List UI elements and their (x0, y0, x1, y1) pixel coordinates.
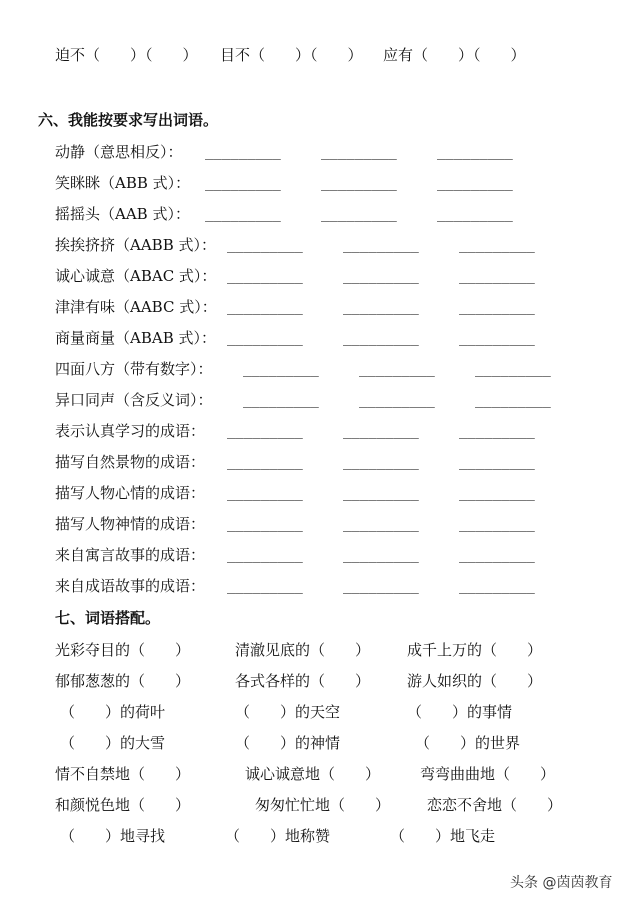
fill-item: 应有（ ）（ ） (383, 46, 526, 64)
section6-row (55, 390, 615, 410)
match-item: （ ）的神情 (235, 734, 341, 752)
answer-blank[interactable]: _________ (243, 392, 319, 408)
answer-blank[interactable]: _________ (227, 330, 303, 346)
section6-row (55, 297, 615, 317)
row-label: 描写人物神情的成语： (55, 515, 206, 533)
section6-row (55, 483, 615, 503)
fill-item: 目不（ ）（ ） (220, 46, 363, 64)
answer-blank[interactable]: _________ (343, 268, 419, 284)
answer-blank[interactable]: _________ (459, 516, 535, 532)
answer-blank[interactable]: _________ (205, 175, 281, 191)
section6-row (55, 204, 615, 224)
answer-blank[interactable]: _________ (205, 144, 281, 160)
match-item: （ ）的事情 (407, 703, 513, 721)
section6-row (55, 142, 615, 162)
answer-blank[interactable]: _________ (227, 268, 303, 284)
row-label: 描写自然景物的成语： (55, 453, 206, 471)
match-item: （ ）地称赞 (225, 827, 331, 845)
answer-blank[interactable]: _________ (343, 299, 419, 315)
match-item: 匆匆忙忙地（ ） (255, 796, 391, 814)
match-item: 恋恋不舍地（ ） (427, 796, 563, 814)
row-label: 挨挨挤挤（AABB 式）： (55, 236, 216, 254)
section7-row (55, 795, 615, 815)
section7-row (55, 640, 615, 660)
answer-blank[interactable]: _________ (459, 237, 535, 253)
row-label: 笑眯眯（ABB 式）： (55, 174, 191, 192)
match-item: 和颜悦色地（ ） (55, 796, 191, 814)
answer-blank[interactable]: _________ (459, 423, 535, 439)
section6-row (55, 545, 615, 565)
answer-blank[interactable]: _________ (321, 175, 397, 191)
answer-blank[interactable]: _________ (321, 206, 397, 222)
row-label: 描写人物心情的成语： (55, 484, 206, 502)
answer-blank[interactable]: _________ (343, 237, 419, 253)
fill-item: 迫不（ ）（ ） (55, 46, 198, 64)
row-label: 异口同声（含反义词）： (55, 391, 213, 409)
section7-row (55, 826, 615, 846)
answer-blank[interactable]: _________ (343, 330, 419, 346)
answer-blank[interactable]: _________ (437, 175, 513, 191)
watermark: 头条 @茵茵教育 (510, 875, 613, 891)
answer-blank[interactable]: _________ (359, 361, 435, 377)
match-item: （ ）地寻找 (60, 827, 166, 845)
answer-blank[interactable]: _________ (227, 578, 303, 594)
answer-blank[interactable]: _________ (227, 516, 303, 532)
match-item: 游人如织的（ ） (407, 672, 543, 690)
answer-blank[interactable]: _________ (437, 144, 513, 160)
answer-blank[interactable]: _________ (437, 206, 513, 222)
match-item: 各式各样的（ ） (235, 672, 371, 690)
answer-blank[interactable]: _________ (227, 237, 303, 253)
answer-blank[interactable]: _________ (475, 392, 551, 408)
match-item: （ ）的天空 (235, 703, 341, 721)
answer-blank[interactable]: _________ (459, 454, 535, 470)
row-label: 四面八方（带有数字）： (55, 360, 213, 378)
top-row (55, 45, 615, 65)
row-label: 表示认真学习的成语： (55, 422, 206, 440)
row-label: 商量商量（ABAB 式）： (55, 329, 216, 347)
answer-blank[interactable]: _________ (459, 330, 535, 346)
row-label: 津津有味（AABC 式）： (55, 298, 217, 316)
answer-blank[interactable]: _________ (459, 547, 535, 563)
answer-blank[interactable]: _________ (343, 485, 419, 501)
section6-row (55, 452, 615, 472)
section6-row (55, 514, 615, 534)
section7-title: 七、词语搭配。 (55, 609, 161, 627)
row-label: 来自寓言故事的成语： (55, 546, 206, 564)
match-item: 成千上万的（ ） (407, 641, 543, 659)
answer-blank[interactable]: _________ (343, 454, 419, 470)
answer-blank[interactable]: _________ (227, 423, 303, 439)
row-label: 来自成语故事的成语： (55, 577, 206, 595)
answer-blank[interactable]: _________ (459, 299, 535, 315)
match-item: （ ）的大雪 (60, 734, 166, 752)
section6-row (55, 235, 615, 255)
match-item: （ ）的世界 (415, 734, 521, 752)
match-item: 郁郁葱葱的（ ） (55, 672, 191, 690)
answer-blank[interactable]: _________ (227, 454, 303, 470)
section7-row (55, 733, 615, 753)
answer-blank[interactable]: _________ (343, 547, 419, 563)
answer-blank[interactable]: _________ (227, 547, 303, 563)
answer-blank[interactable]: _________ (343, 516, 419, 532)
answer-blank[interactable]: _________ (359, 392, 435, 408)
match-item: 诚心诚意地（ ） (245, 765, 381, 783)
answer-blank[interactable]: _________ (227, 485, 303, 501)
answer-blank[interactable]: _________ (343, 423, 419, 439)
match-item: 弯弯曲曲地（ ） (420, 765, 556, 783)
match-item: 情不自禁地（ ） (55, 765, 191, 783)
section7-row (55, 671, 615, 691)
answer-blank[interactable]: _________ (475, 361, 551, 377)
section6-row (55, 359, 615, 379)
section7-row (55, 702, 615, 722)
section7-row (55, 764, 615, 784)
answer-blank[interactable]: _________ (227, 299, 303, 315)
row-label: 动静（意思相反）： (55, 143, 183, 161)
answer-blank[interactable]: _________ (459, 485, 535, 501)
match-item: 清澈见底的（ ） (235, 641, 371, 659)
match-item: （ ）地飞走 (390, 827, 496, 845)
section6-row (55, 328, 615, 348)
match-item: 光彩夺目的（ ） (55, 641, 191, 659)
answer-blank[interactable]: _________ (321, 144, 397, 160)
section6-row (55, 266, 615, 286)
section6-title: 六、我能按要求写出词语。 (38, 111, 219, 129)
answer-blank[interactable]: _________ (459, 578, 535, 594)
row-label: 摇摇头（AAB 式）： (55, 205, 190, 223)
answer-blank[interactable]: _________ (205, 206, 281, 222)
row-label: 诚心诚意（ABAC 式）： (55, 267, 217, 285)
answer-blank[interactable]: _________ (343, 578, 419, 594)
answer-blank[interactable]: _________ (459, 268, 535, 284)
section6-row (55, 421, 615, 441)
section6-row (55, 576, 615, 596)
section6-row (55, 173, 615, 193)
answer-blank[interactable]: _________ (243, 361, 319, 377)
match-item: （ ）的荷叶 (60, 703, 166, 721)
